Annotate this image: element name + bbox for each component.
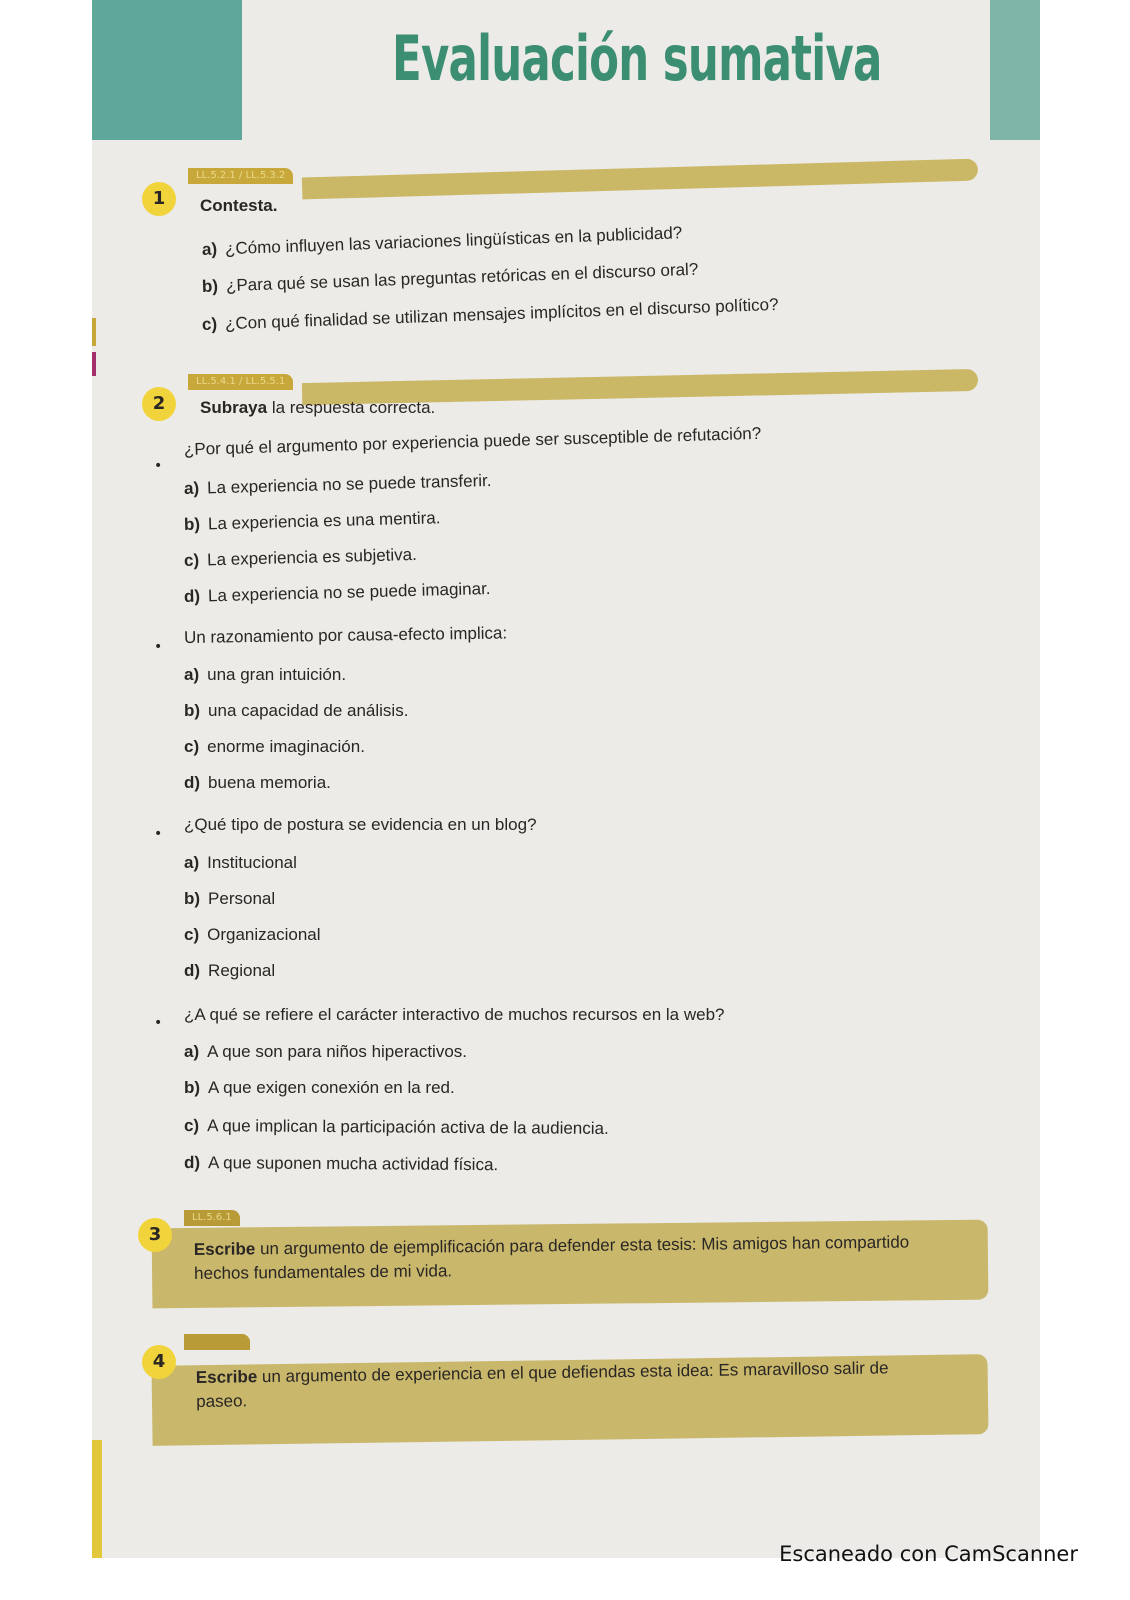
s2-option[interactable]: d) Regional	[184, 961, 276, 980]
bullet-icon: •	[154, 1015, 163, 1031]
s2-question: ¿Qué tipo de postura se evidencia en un blog?	[184, 815, 537, 834]
page-title: Evaluación sumativa	[392, 22, 882, 95]
s2-option[interactable]: a) una gran intuición.	[184, 665, 347, 684]
s2-option[interactable]: a) Institucional	[184, 853, 297, 872]
bullet-icon: •	[154, 639, 163, 655]
section-4-prompt: Escribe un argumento de experiencia en el que defiendas esta idea: Es maravilloso salir de paseo.	[195, 1358, 889, 1411]
section-1-heading: Contesta.	[200, 196, 278, 215]
s2-option[interactable]: c) Organizacional	[184, 925, 321, 944]
section-4-number: 4	[142, 1345, 176, 1379]
s2-option[interactable]: c) A que implican la participación activa de la audiencia.	[183, 1116, 609, 1138]
teal-header-right	[990, 0, 1040, 140]
s2-option[interactable]: d) buena memoria.	[184, 773, 331, 792]
teal-header-block	[92, 0, 242, 140]
s2-option[interactable]: b) Personal	[184, 889, 276, 908]
section-2-tag: LL.5.4.1 / LL.5.5.1	[188, 374, 293, 390]
section-4-tag	[184, 1334, 250, 1350]
section-1-band	[302, 159, 978, 200]
s2-option[interactable]: c) enorme imaginación.	[184, 737, 365, 756]
edge-marker-bottom	[92, 1440, 102, 1558]
s1-question: c) ¿Con qué finalidad se utilizan mensajes implícitos en el discurso político?	[201, 294, 779, 334]
s2-option[interactable]: c) La experiencia es subjetiva.	[183, 544, 418, 570]
s2-option[interactable]: a) A que son para niños hiperactivos.	[184, 1042, 468, 1061]
s2-option[interactable]: b) La experiencia es una mentira.	[183, 508, 441, 534]
edge-marker-yellow	[92, 318, 96, 346]
scanner-watermark: Escaneado con CamScanner	[779, 1542, 1078, 1566]
page-sheet	[92, 0, 1040, 1558]
s2-question: Un razonamiento por causa-efecto implica:	[183, 623, 508, 647]
section-3-number: 3	[138, 1218, 172, 1252]
s2-question: ¿A qué se refiere el carácter interactivo de muchos recursos en la web?	[184, 1005, 725, 1024]
s2-question: ¿Por qué el argumento por experiencia puede ser susceptible de refutación?	[183, 423, 762, 459]
s2-option[interactable]: d) La experiencia no se puede imaginar.	[183, 578, 491, 606]
section-2-heading: Subraya la respuesta correcta.	[200, 398, 436, 417]
s1-question: a) ¿Cómo influyen las variaciones lingüísticas en la publicidad?	[201, 223, 683, 259]
s2-option[interactable]: b) A que exigen conexión en la red.	[184, 1078, 455, 1097]
edge-marker-magenta	[92, 352, 96, 376]
s2-option[interactable]: d) A que suponen mucha actividad física.	[183, 1153, 499, 1175]
s2-option[interactable]: b) una capacidad de análisis.	[184, 701, 409, 720]
section-1-tag: LL.5.2.1 / LL.5.3.2	[188, 168, 293, 184]
section-3-tag: LL.5.6.1	[184, 1210, 240, 1226]
section-1-number: 1	[142, 182, 176, 216]
s2-option[interactable]: a) La experiencia no se puede transferir.	[183, 470, 492, 498]
bullet-icon: •	[154, 458, 163, 474]
section-2-number: 2	[142, 387, 176, 421]
section-3-prompt: Escribe un argumento de ejemplificación para defender esta tesis: Mis amigos han compartido hechos fundamentales de mi vida.	[193, 1232, 910, 1283]
s1-question: b) ¿Para qué se usan las preguntas retóricas en el discurso oral?	[201, 259, 699, 296]
bullet-icon: •	[154, 826, 163, 842]
